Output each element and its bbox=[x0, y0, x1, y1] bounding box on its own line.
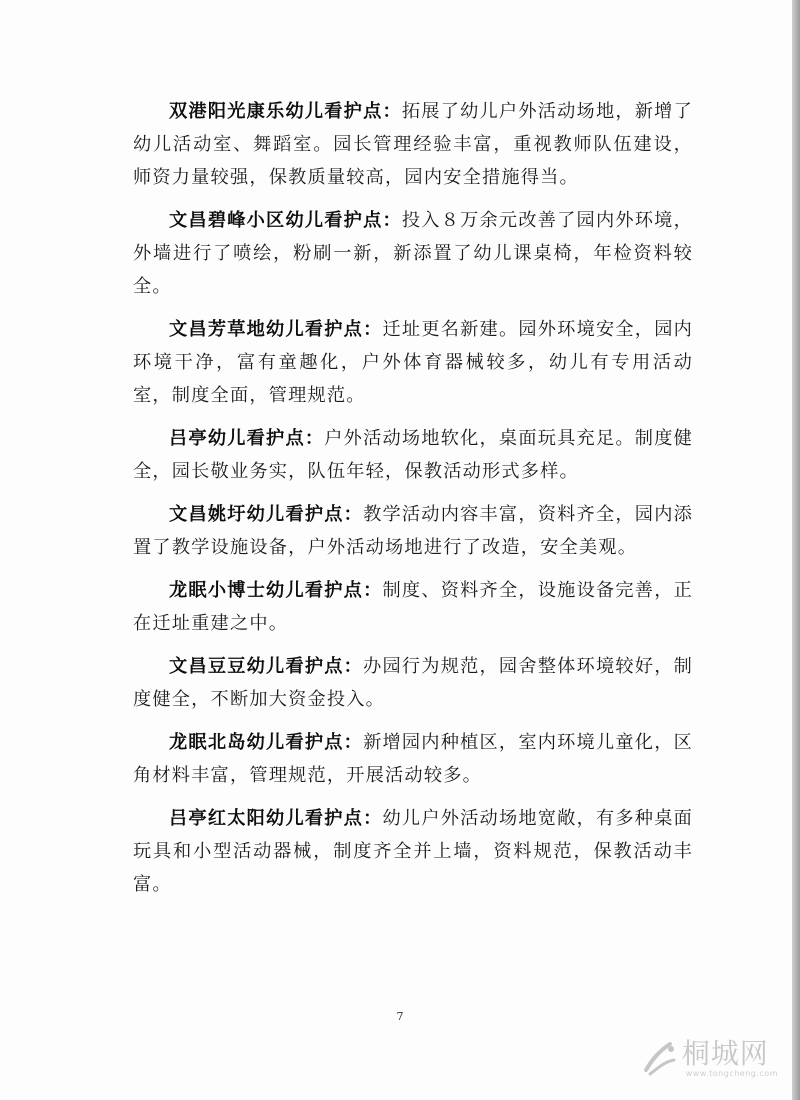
entry-title: 双港阳光康乐幼儿看护点： bbox=[169, 101, 402, 122]
entry-lvting-hongtaiyang bbox=[133, 802, 693, 901]
entry-title: 龙眠小博士幼儿看护点： bbox=[169, 580, 383, 601]
entry-text: 拓展了幼儿户外活动场地，新增了幼儿活动室、舞蹈室。园长管理经验丰富，重视教师队伍建设，师资力量较强，保教质量较高，园内安全措施得当。 bbox=[133, 101, 693, 188]
entry-text: 制度、资料齐全，设施设备完善，正在迁址重建之中。 bbox=[133, 580, 694, 634]
page-number: 7 bbox=[396, 1010, 404, 1023]
entry-text: 新增园内种植区，室内环境儿童化，区角材料丰富，管理规范，开展活动较多。 bbox=[133, 732, 693, 786]
entry-text: 户外活动场地软化，桌面玩具充足。制度健全，园长敬业务实，队伍年轻，保教活动形式多样。 bbox=[133, 428, 693, 482]
watermark-site-name: 桐城网 bbox=[681, 1037, 769, 1070]
page-edge-shadow bbox=[792, 0, 800, 1100]
entry-title: 文昌芳草地幼儿看护点： bbox=[169, 319, 383, 340]
entry-wenchang-doudou bbox=[133, 650, 693, 716]
entry-text: 教学活动内容丰富，资料齐全，园内添置了教学设施设备，户外活动场地进行了改造，安全美观。 bbox=[133, 504, 693, 558]
entry-text: 办园行为规范，园舍整体环境较好，制度健全，不断加大资金投入。 bbox=[133, 656, 693, 710]
watermark-url: www.tongcheng.com bbox=[685, 1069, 778, 1078]
entry-wenchang-yaoxu bbox=[133, 498, 693, 564]
entry-longmian-xiaoboshi bbox=[133, 574, 693, 640]
entry-title: 吕亭幼儿看护点： bbox=[169, 428, 325, 449]
entry-wenchang-fangcaodi bbox=[133, 313, 693, 412]
entry-longmian-beidao bbox=[133, 726, 693, 792]
entry-text: 幼儿户外活动场地宽敞，有多种桌面玩具和小型活动器械，制度齐全并上墙，资料规范，保教活动丰富。 bbox=[133, 808, 694, 895]
watermark-logo-icon bbox=[640, 1040, 680, 1078]
entry-title: 龙眠北岛幼儿看护点： bbox=[169, 732, 364, 753]
document-body bbox=[133, 95, 693, 911]
entry-text: 投入８万余元改善了园内外环境，外墙进行了喷绘，粉刷一新，新添置了幼儿课桌椅，年检资料较全。 bbox=[133, 210, 693, 297]
watermark bbox=[640, 1039, 778, 1078]
entry-wenchang-bifeng bbox=[133, 204, 693, 303]
entry-lvting bbox=[133, 422, 693, 488]
entry-text: 迁址更名新建。园外环境安全，园内环境干净，富有童趣化，户外体育器械较多，幼儿有专用活动室，制度全面，管理规范。 bbox=[133, 319, 694, 406]
entry-title: 文昌碧峰小区幼儿看护点： bbox=[169, 210, 402, 231]
entry-title: 吕亭红太阳幼儿看护点： bbox=[169, 808, 383, 829]
entry-shuanggang-yangguang bbox=[133, 95, 693, 194]
entry-title: 文昌豆豆幼儿看护点： bbox=[169, 656, 364, 677]
entry-title: 文昌姚圩幼儿看护点： bbox=[169, 504, 364, 525]
